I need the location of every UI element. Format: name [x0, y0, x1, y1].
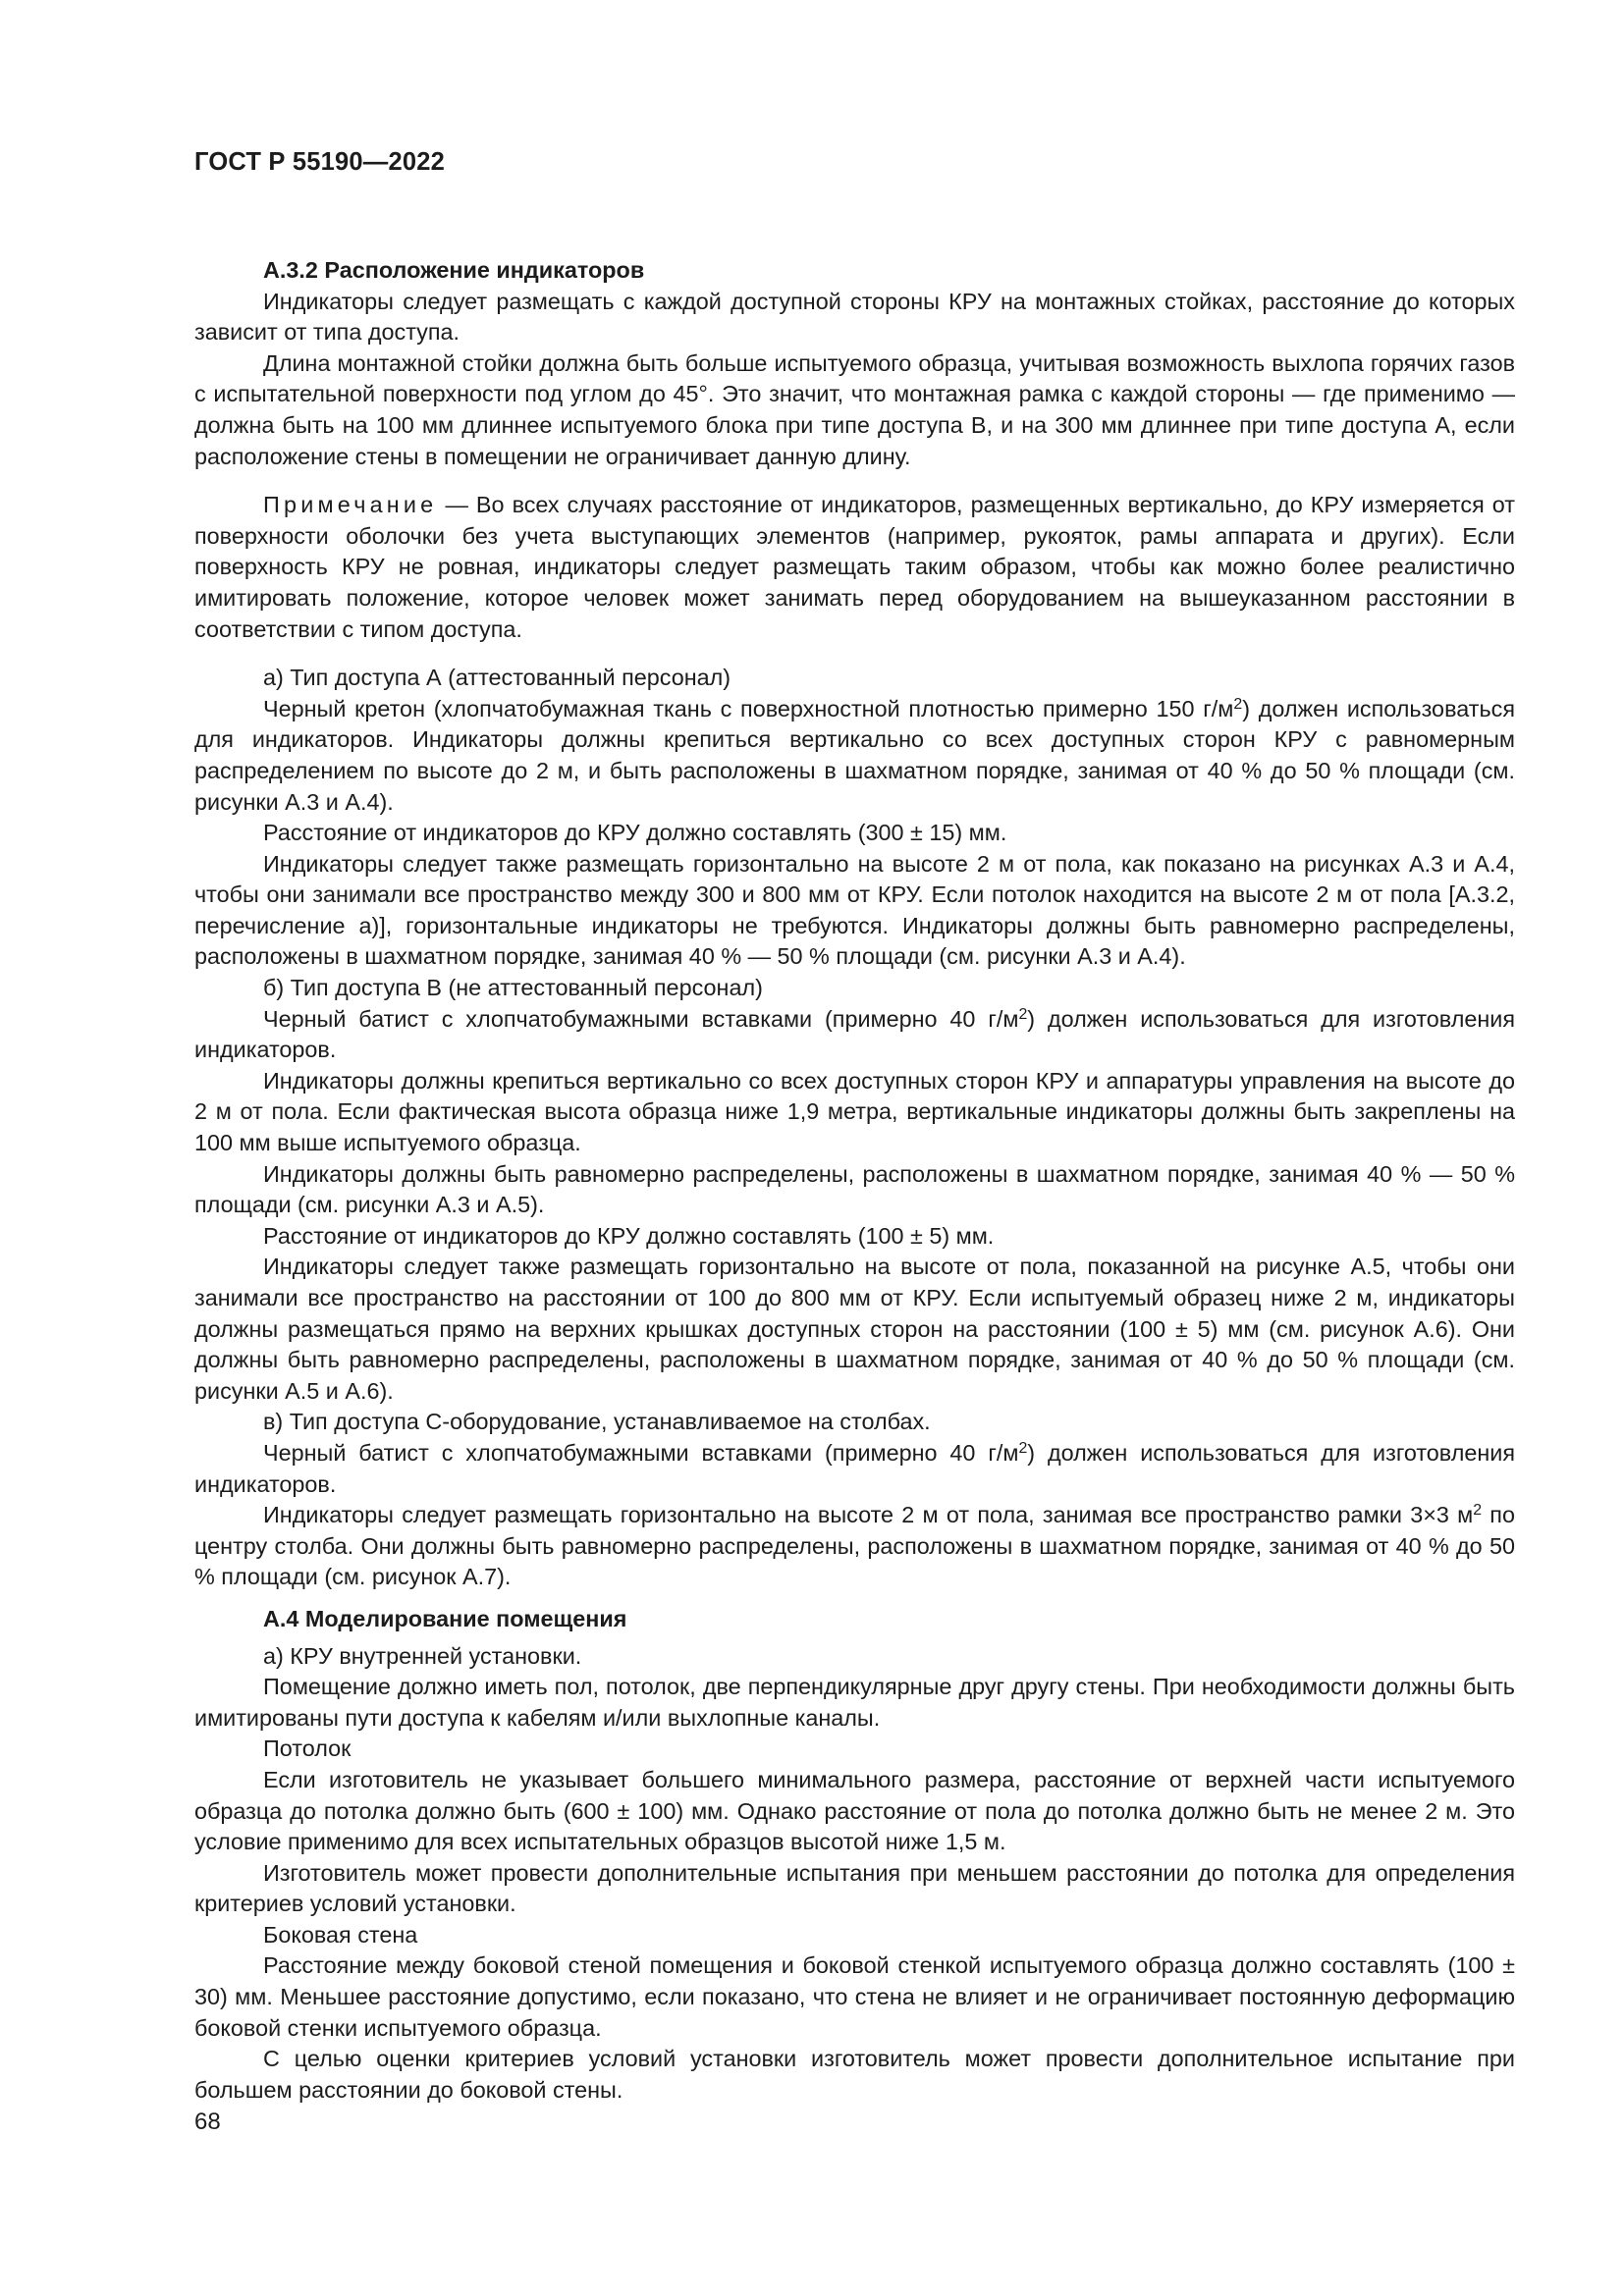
paragraph: Индикаторы следует размещать горизонтально на высоте 2 м от пола, занимая все пространство рамки 3×3 $м^2$ по центру столба. Они должны быть равномерно распределены, расположены в шахматном порядке, занимая от 40 % до 50 % площади (см. рисунок А.7).: [194, 1502, 1515, 1590]
list-item-title: в) Тип доступа С-оборудование, устанавливаемое на столбах.: [263, 1409, 931, 1435]
page-number: 68: [194, 2109, 221, 2135]
standard-header: ГОСТ Р 55190—2022: [194, 148, 446, 176]
paragraph: Черный батист с хлопчатобумажными вставками (примерно 40 $г/м^2$) должен использоваться для изготовления индикаторов.: [194, 1005, 1516, 1063]
paragraph: Если изготовитель не указывает большего минимального размера, расстояние от верхней части испытуемого образца до потолка должно быть (600 ± 100) мм. Однако расстояние от пола до потолка должно быть не менее 2 м. Это условие применимо для всех испытательных образцов высотой ниже 1,5 м.: [194, 1766, 1515, 1855]
subheading-side-wall: Боковая стена: [263, 1921, 418, 1948]
paragraph: Расстояние между боковой стеной помещения и боковой стенкой испытуемого образца должно составлять (100 ± 30) мм. Меньшее расстояние допустимо, если показано, что стена не влияет и не ограничивает постоянную деформацию боковой стенки испытуемого образца.: [194, 1952, 1515, 2041]
paragraph: Изготовитель может провести дополнительные испытания при меньшем расстоянии до потолка для определения критериев условий установки.: [194, 1859, 1515, 1917]
paragraph: Индикаторы должны быть равномерно распределены, расположены в шахматном порядке, занимая 40 % — 50 % площади (см. рисунки А.3 и А.5).: [194, 1160, 1515, 1218]
subheading-ceiling: Потолок: [263, 1735, 352, 1762]
list-item-title: б) Тип доступа В (не аттестованный персонал): [263, 975, 763, 1001]
paragraph: Индикаторы должны крепиться вертикально со всех доступных сторон КРУ и аппаратуры управления на высоте до 2 м от пола. Если фактическая высота образца ниже 1,9 метра, вертикальные индикаторы должны быть закреплены на 100 мм выше испытуемого образца.: [194, 1067, 1515, 1156]
section-a32: [194, 255, 1515, 1593]
paragraph: Длина монтажной стойки должна быть больше испытуемого образца, учитывая возможность выхлопа горячих газов с испытательной поверхности под углом до 45°. Это значит, что монтажная рамка с каждой стороны — где применимо — должна быть на 100 мм длиннее испытуемого блока при типе доступа В, и на 300 мм длиннее при типе доступа А, если расположение стены в помещении не ограничивает данную длину.: [194, 349, 1515, 469]
paragraph: Расстояние от индикаторов до КРУ должно составлять (100 ± 5) мм.: [263, 1222, 995, 1249]
paragraph: Индикаторы следует также размещать горизонтально на высоте 2 м от пола, как показано на рисунках А.3 и А.4, чтобы они занимали все пространство между 300 и 800 мм от КРУ. Если потолок находится на высоте 2 м от пола [А.3.2, перечисление а)], горизонтальные индикаторы не требуются. Индикаторы должны быть равномерно распределены, расположены в шахматном порядке, занимая 40 % — 50 % площади (см. рисунки А.3 и А.4).: [194, 850, 1515, 970]
section-title: А.4 Моделирование помещения: [263, 1605, 627, 1631]
paragraph: Индикаторы следует размещать с каждой доступной стороны КРУ на монтажных стойках, расстояние до которых зависит от типа доступа.: [194, 288, 1515, 346]
paragraph: С целью оценки критериев условий установки изготовитель может провести дополнительное испытание при большем расстоянии до боковой стены.: [194, 2046, 1515, 2103]
paragraph: Индикаторы следует также размещать горизонтально на высоте от пола, показанной на рисунке А.5, чтобы они занимали все пространство на расстоянии от 100 до 800 мм от КРУ. Если испытуемый образец ниже 2 м, индикаторы должны размещаться прямо на верхних крышках доступных сторон на расстоянии (100 ± 5) мм (см. рисунок А.6). Они должны быть равномерно распределены, расположены в шахматном порядке, занимая от 40 % до 50 % площади (см. рисунки А.5 и А.6).: [194, 1254, 1515, 1404]
list-item-title: а) КРУ внутренней установки.: [263, 1642, 582, 1669]
section-a4: [194, 1604, 1515, 2107]
note-text: — Во всех случаях расстояние от индикаторов, размещенных вертикально, до КРУ измеряется от поверхности оболочки без учета выступающих элементов (например, рукояток, рамы аппарата и других). Если поверхность КРУ не ровная, индикаторы следует размещать таким образом, чтобы как можно более реалистично имитировать положение, которое человек может занимать перед оборудованием на вышеуказанном расстоянии в соответствии с типом доступа.: [194, 492, 1515, 642]
paragraph: Черный кретон (хлопчатобумажная ткань с поверхностной плотностью примерно 150 $г/м^2$) должен использоваться для индикаторов. Индикаторы должны крепиться вертикально со всех доступных сторон КРУ с равномерным распределением по высоте до 2 м, и быть расположены в шахматном порядке, занимая от 40 % до 50 % площади (см. рисунки А.3 и А.4).: [194, 695, 1515, 815]
paragraph: Расстояние от индикаторов до КРУ должно составлять (300 ± 15) мм.: [263, 820, 1007, 846]
paragraph: Черный батист с хлопчатобумажными вставками (примерно 40 $г/м^2$) должен использоваться для изготовления индикаторов.: [194, 1439, 1516, 1497]
note-label: Примечание: [263, 492, 438, 518]
list-item-title: а) Тип доступа А (аттестованный персонал): [263, 665, 731, 691]
section-title: А.3.2 Расположение индикаторов: [263, 257, 645, 283]
note-paragraph: [194, 490, 1515, 645]
paragraph: Помещение должно иметь пол, потолок, две перпендикулярные друг другу стены. При необходимости должны быть имитированы пути доступа к кабелям и/или выхлопные каналы.: [194, 1674, 1515, 1731]
